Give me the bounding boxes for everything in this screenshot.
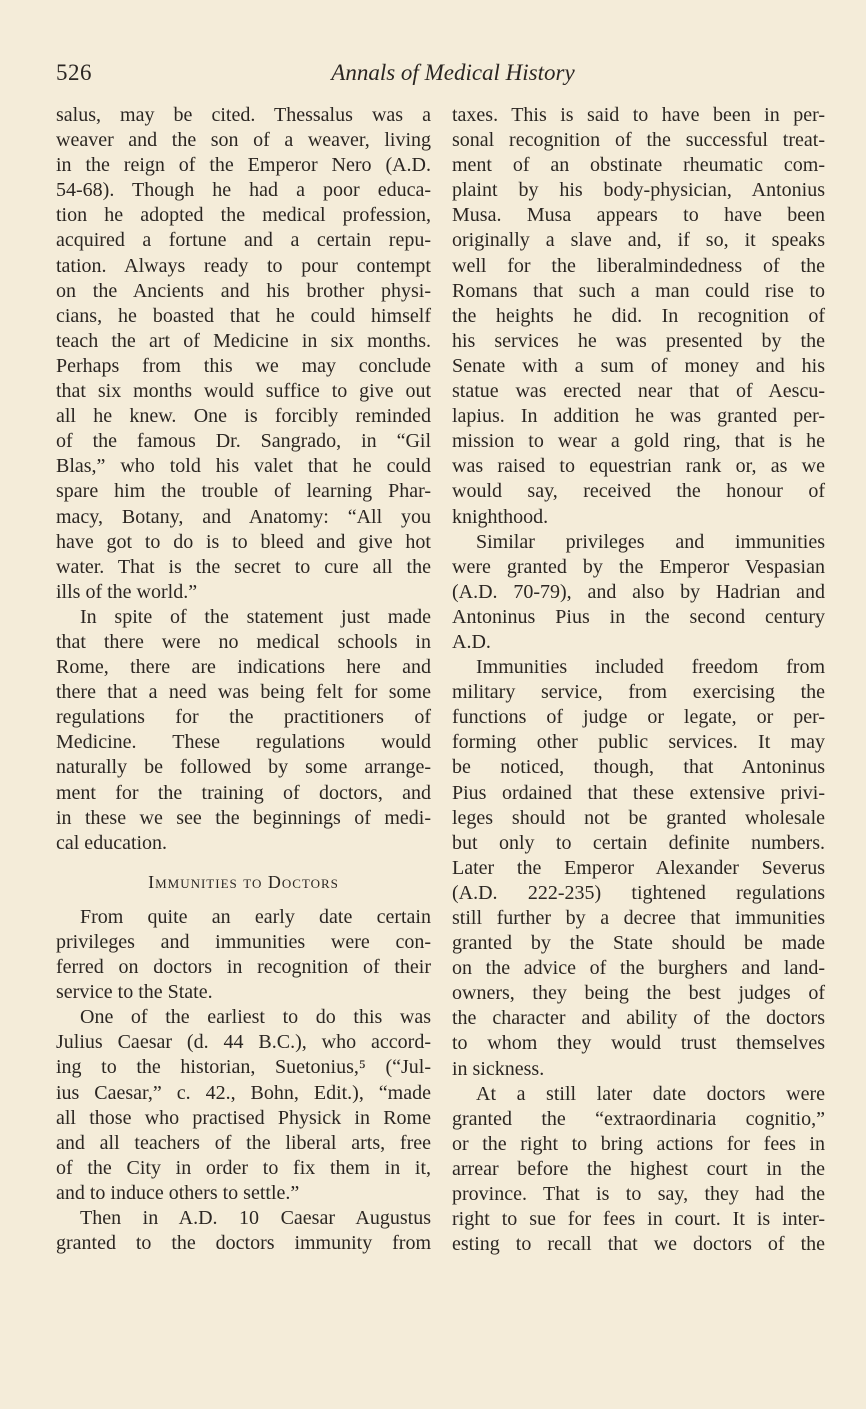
text-line: statue was erected near that of Aescu- — [452, 380, 825, 403]
text-line: macy, Botany, and Anatomy: “All you — [56, 505, 431, 528]
text-line: Rome, there are indications here and — [56, 656, 431, 679]
text-line: all he knew. One is forcibly reminded — [56, 405, 431, 428]
left-column — [56, 103, 431, 1256]
text-line: and all teachers of the liberal arts, free — [56, 1131, 431, 1154]
text-line: that there were no medical schools in — [56, 630, 431, 653]
text-line: (A.D. 70-79), and also by Hadrian and — [452, 580, 825, 603]
text-line: still further by a decree that immunities — [452, 907, 825, 929]
text-line: mission to wear a gold ring, that is he — [452, 430, 825, 453]
text-line: Romans that such a man could rise to — [452, 279, 825, 302]
text-line: tion he adopted the medical profession, — [56, 204, 431, 227]
text-line: teach the art of Medicine in six months. — [56, 329, 431, 352]
text-line: knighthood. — [452, 505, 549, 528]
text-line: originally a slave and, if so, it speaks — [452, 229, 825, 252]
text-line: ills of the world.” — [56, 580, 198, 603]
text-line: or the right to bring actions for fees in — [452, 1132, 825, 1155]
text-line: water. That is the secret to cure all the — [56, 555, 431, 578]
text-line: military service, from exercising the — [452, 681, 825, 704]
text-line: the character and ability of the doctors — [452, 1007, 825, 1030]
text-line: ment for the training of doctors, and — [56, 781, 431, 804]
text-line: Antoninus Pius in the second century — [452, 605, 825, 628]
text-line: weaver and the son of a weaver, living — [56, 129, 431, 152]
text-line: have got to do is to bleed and give hot — [56, 530, 431, 553]
text-line: 54-68). Though he had a poor educa- — [56, 179, 431, 202]
text-line: was raised to equestrian rank or, as we — [452, 455, 825, 478]
text-line: At a still later date doctors were — [476, 1082, 825, 1105]
text-line: salus, may be cited. Thessalus was a — [56, 104, 431, 126]
text-line: spare him the trouble of learning Phar- — [56, 480, 431, 503]
text-line: of the City in order to fix them in it, — [56, 1156, 431, 1179]
text-line: functions of judge or legate, or per- — [452, 706, 825, 729]
text-line: lapius. In addition he was granted per- — [452, 405, 825, 428]
text-line: From quite an early date certain — [80, 905, 431, 928]
text-line: cal education. — [56, 831, 168, 854]
text-line: would say, received the honour of — [452, 480, 825, 503]
text-line: in these we see the beginnings of medi- — [56, 806, 431, 829]
text-line: right to sue for fees in court. It is inter- — [452, 1208, 825, 1231]
text-line: granted by the State should be made — [452, 932, 825, 955]
text-line: all those who practised Physick in Rome — [56, 1106, 431, 1129]
text-line: were granted by the Emperor Vespasian — [452, 555, 825, 578]
text-line: well for the liberalmindedness of the — [452, 254, 825, 277]
text-line: the heights he did. In recognition of — [452, 304, 825, 327]
text-line: to whom they would trust themselves — [452, 1032, 825, 1055]
text-line: naturally be followed by some arrange- — [56, 756, 431, 779]
text-line: Pius ordained that these extensive privi- — [452, 781, 825, 804]
text-line: A.D. — [452, 630, 491, 653]
text-line: acquired a fortune and a certain repu- — [56, 229, 431, 252]
text-line: be noticed, though, that Antoninus — [452, 756, 825, 779]
text-line: in the reign of the Emperor Nero (A.D. — [56, 154, 431, 177]
text-line: In spite of the statement just made — [80, 605, 431, 628]
text-line: on the advice of the burghers and land- — [452, 957, 825, 980]
text-line: taxes. This is said to have been in per- — [452, 104, 825, 126]
text-line: leges should not be granted wholesale — [452, 806, 825, 829]
text-line: cians, he boasted that he could himself — [56, 304, 431, 327]
text-line: Perhaps from this we may conclude — [56, 354, 431, 377]
text-line: privileges and immunities were con- — [56, 931, 431, 953]
text-line: tation. Always ready to pour contempt — [56, 254, 431, 277]
text-line: but only to certain definite numbers. — [452, 831, 825, 854]
running-title: Annals of Medical History — [331, 60, 575, 85]
text-line: Immunities included freedom from — [476, 656, 825, 679]
text-line: of the famous Dr. Sangrado, in “Gil — [56, 430, 431, 453]
text-line: Senate with a sum of money and his — [452, 354, 825, 377]
text-line: his services he was presented by the — [452, 329, 825, 352]
text-line: owners, they being the best judges of — [452, 982, 825, 1005]
text-line: arrear before the highest court in the — [452, 1157, 825, 1180]
text-line: province. That is to say, they had the — [452, 1183, 825, 1206]
text-line: Musa. Musa appears to have been — [452, 204, 825, 227]
text-line: ment of an obstinate rheumatic com- — [452, 154, 825, 177]
text-line: Blas,” who told his valet that he could — [56, 455, 431, 478]
text-line: Then in A.D. 10 Caesar Augustus — [80, 1207, 431, 1230]
text-line: that six months would suffice to give out — [56, 380, 431, 403]
text-line: there that a need was being felt for some — [56, 681, 431, 704]
text-line: granted to the doctors immunity from — [56, 1232, 431, 1255]
text-line: sonal recognition of the successful treat- — [452, 129, 825, 152]
text-line: in sickness. — [452, 1057, 545, 1080]
text-line: ius Caesar,” c. 42., Bohn, Edit.), “made — [56, 1081, 431, 1104]
section-heading: Immunities to Doctors — [148, 871, 339, 892]
text-line: Medicine. These regulations would — [56, 731, 431, 754]
text-line: and to induce others to settle.” — [56, 1181, 300, 1204]
text-line: Julius Caesar (d. 44 B.C.), who accord- — [56, 1031, 431, 1054]
text-line: service to the State. — [56, 981, 213, 1004]
text-line: ing to the historian, Suetonius,⁵ (“Jul- — [56, 1056, 431, 1079]
text-line: esting to recall that we doctors of the — [452, 1233, 825, 1256]
text-line: (A.D. 222-235) tightened regulations — [452, 881, 825, 904]
text-line: Later the Emperor Alexander Severus — [452, 856, 825, 879]
text-line: ferred on doctors in recognition of their — [56, 956, 431, 979]
text-line: plaint by his body-physician, Antonius — [452, 179, 825, 202]
text-line: forming other public services. It may — [452, 731, 825, 754]
text-line: Similar privileges and immunities — [476, 530, 825, 553]
text-line: regulations for the practitioners of — [56, 706, 431, 729]
right-column — [452, 103, 825, 1257]
text-line: granted the “extraordinaria cognitio,” — [452, 1107, 825, 1130]
text-line: One of the earliest to do this was — [80, 1006, 431, 1029]
page-number: 526 — [56, 60, 92, 85]
text-line: on the Ancients and his brother physi- — [56, 279, 431, 302]
